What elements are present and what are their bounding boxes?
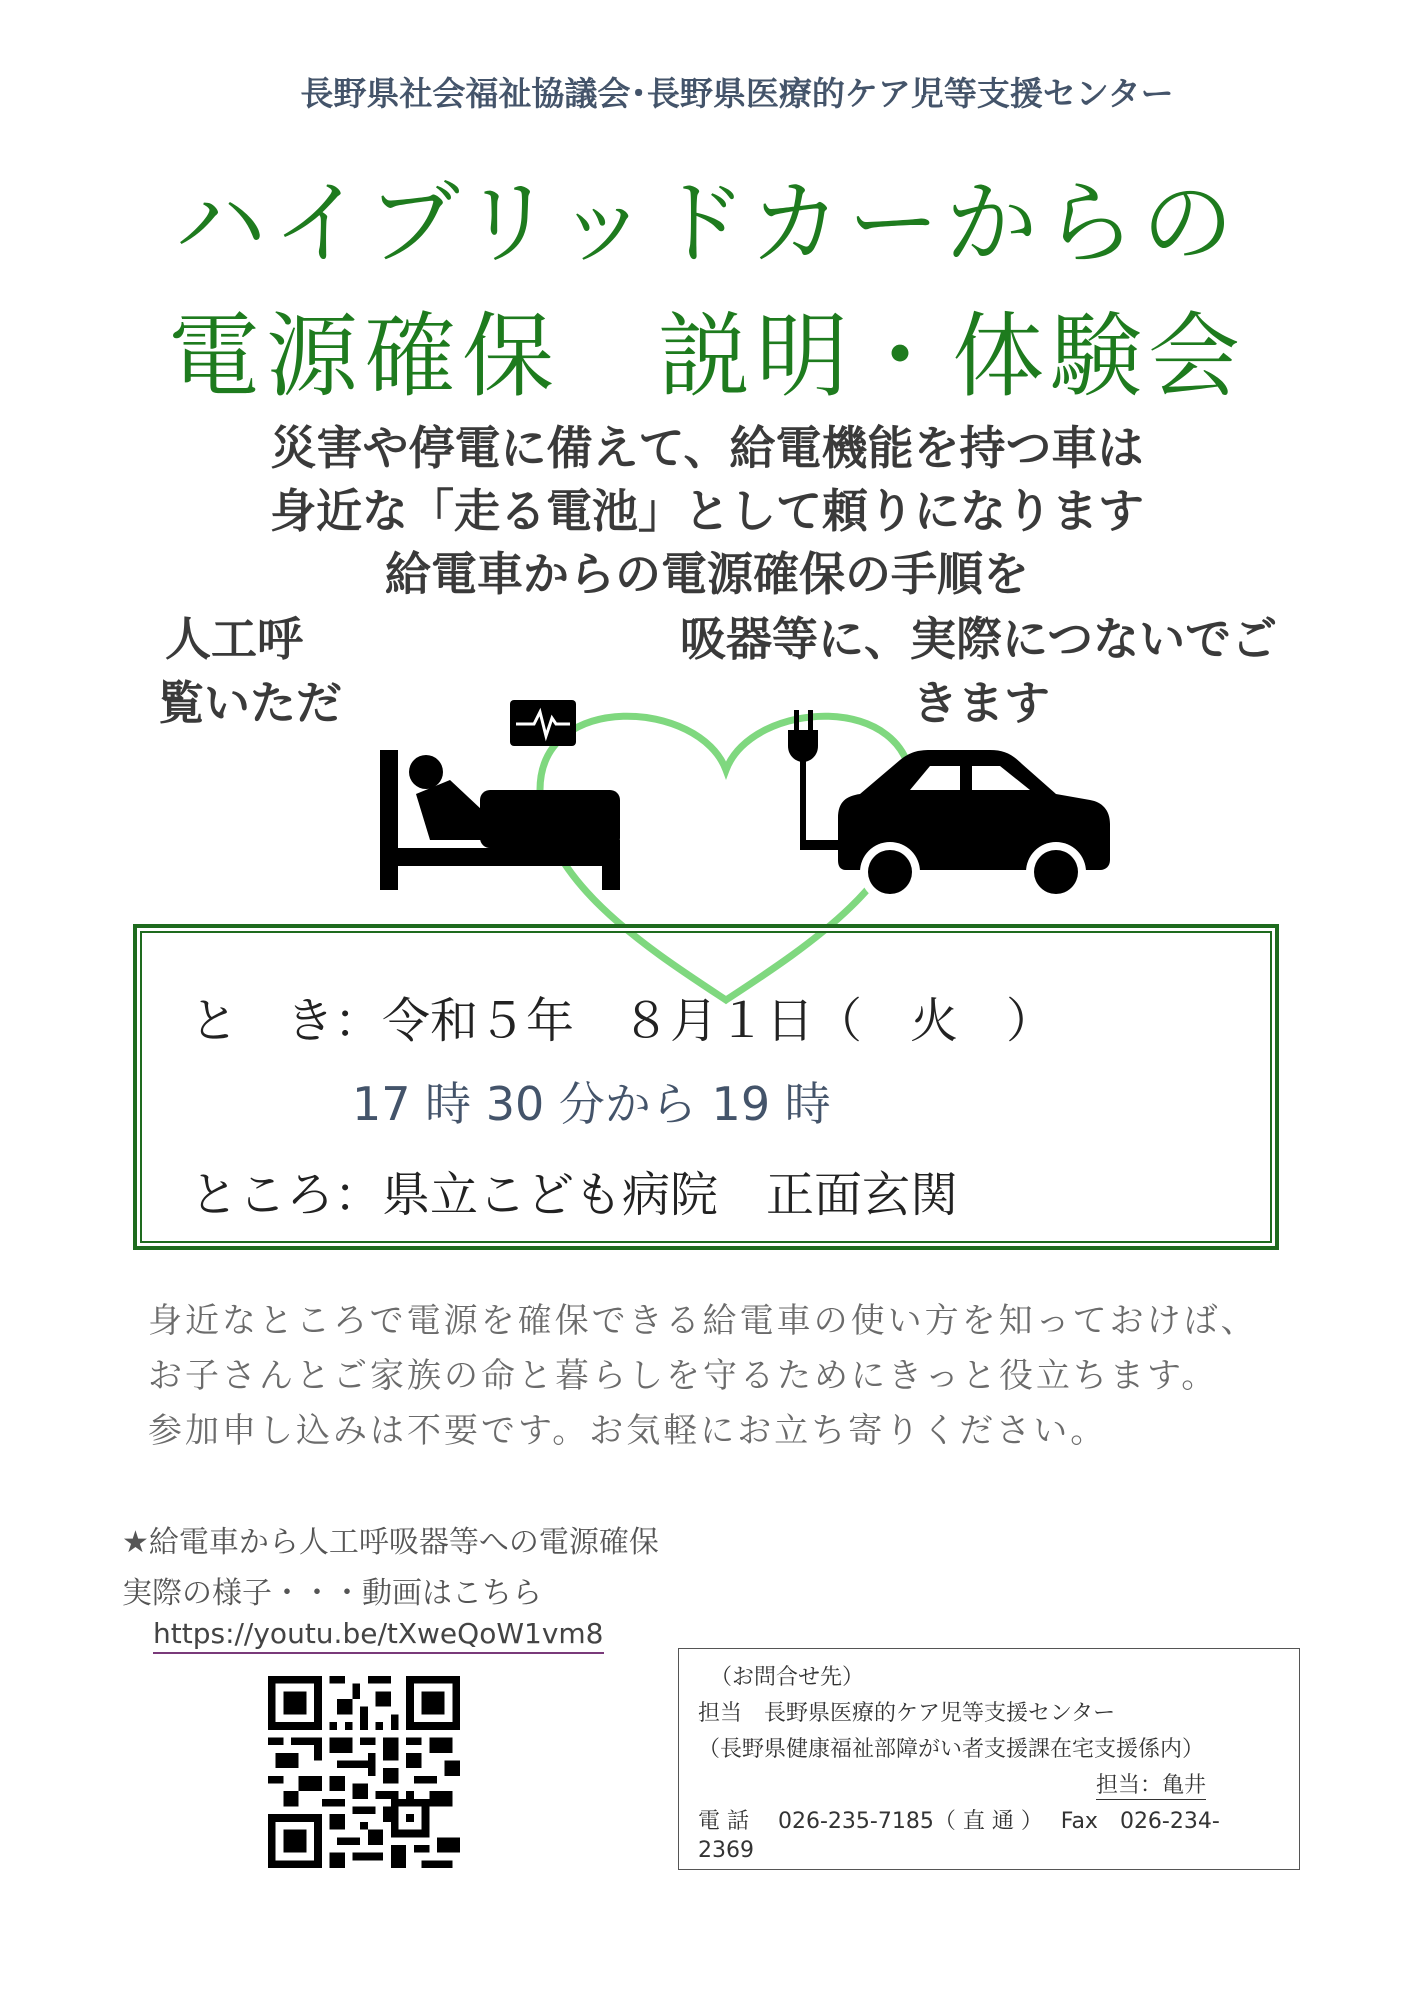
heart-monitor-icon <box>510 700 576 746</box>
qr-code[interactable] <box>268 1676 460 1868</box>
contact-phone[interactable]: 電 話 026-235-7185（ 直 通 ） Fax 026-234- <box>698 1809 1220 1834</box>
title-line-2: 電源確保 説明・体験会 <box>167 303 1246 410</box>
lead-line-4-left: 人工呼 <box>165 612 303 666</box>
event-location: ところ：県立こども病院 正面玄関 <box>190 1167 959 1223</box>
contact-phone-continued: 2369 <box>698 1838 754 1863</box>
contact-department: （長野県健康福祉部障がい者支援課在宅支援係内） <box>698 1737 1205 1762</box>
lead-line-1: 災害や停電に備えて、給電機能を持つ車は <box>270 421 1144 475</box>
contact-person: 担当 長野県医療的ケア児等支援センター <box>698 1701 1116 1726</box>
organizer-header: 長野県社会福祉協議会･長野県医療的ケア児等支援センター <box>300 74 1174 113</box>
lead-line-2: 身近な「走る電池」として頼りになります <box>270 484 1144 538</box>
bed-patient-icon <box>380 750 620 890</box>
car-icon <box>838 750 1110 902</box>
video-caption-1: ★給電車から人工呼吸器等への電源確保 <box>122 1525 659 1560</box>
description-line-1: 身近なところで電源を確保できる給電車の使い方を知っておけば、 <box>148 1301 1258 1341</box>
event-date: と き：令和５年 ８月１日（ 火 ） <box>190 993 1055 1049</box>
video-caption-2: 実際の様子・・・動画はこちら <box>122 1576 542 1611</box>
description-line-2: お子さんとご家族の命と暮らしを守るためにきっと役立ちます。 <box>148 1356 1219 1396</box>
contact-staff: 担当：亀井 <box>1096 1768 1206 1800</box>
description-line-3: 参加申し込みは不要です。お気軽にお立ち寄りください。 <box>148 1411 1108 1451</box>
power-plug-icon <box>788 710 840 850</box>
lead-line-5-left: 覧いただ <box>158 676 342 730</box>
event-time: 17 時 30 分から 19 時 <box>352 1077 831 1131</box>
lead-line-4-right: 吸器等に、実際につないでご <box>680 612 1278 666</box>
video-link[interactable]: https://youtu.be/tXweQoW1vm8 <box>153 1617 604 1654</box>
contact-heading: （お問合せ先） <box>710 1665 865 1690</box>
lead-line-3: 給電車からの電源確保の手順を <box>385 547 1029 601</box>
lead-line-5-right: きます <box>912 676 1050 730</box>
title-line-1: ハイブリッドカーからの <box>174 170 1240 277</box>
